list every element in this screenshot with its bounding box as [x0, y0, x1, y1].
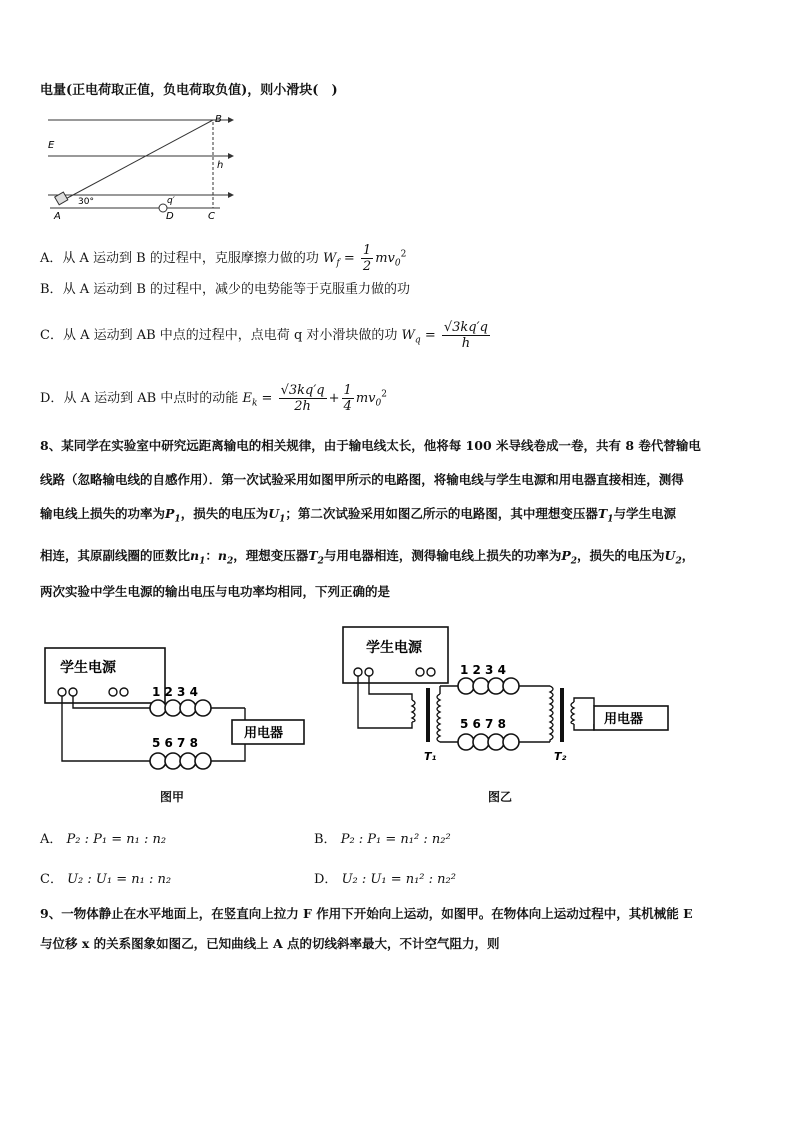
jia-coil-top-labels: 1 2 3 4 — [152, 685, 198, 699]
q9-line2: 与位移 x 的关系图象如图乙，已知曲线上 A 点的切线斜率最大，不计空气阻力，则 — [40, 936, 500, 951]
label-angle: 30° — [78, 197, 94, 207]
q8-line4: 相连，其原副线圈的匝数比$n_1$：$n_2$，理想变压器$T_2$与用电器相连，测得输电线上损失的功率为$P_2$，损失的电压为$U_2$， — [40, 548, 695, 567]
yi-load-label: 用电器 — [604, 712, 644, 727]
yi-t2-label: T₂ — [554, 750, 567, 763]
label-b: B — [215, 114, 222, 125]
q8-figure-jia-caption: 图甲 — [160, 790, 185, 804]
q7-option-a: A．从 A 运动到 B 的过程中，克服摩擦力做的功 $W_f$ = $\frac{1}{2}$ $mv_0^2$ — [40, 243, 407, 274]
yi-coil-top-labels: 1 2 3 4 — [460, 663, 506, 677]
q8-option-b: B． P₂ : P₁ = n₁² : n₂² — [314, 832, 451, 847]
jia-load-label: 用电器 — [244, 726, 284, 741]
q7-figure — [40, 108, 240, 222]
yi-source-label: 学生电源 — [366, 640, 422, 656]
jia-coil-bottom-labels: 5 6 7 8 — [152, 736, 198, 750]
q7-option-c: C．从 A 运动到 AB 中点的过程中，点电荷 q 对小滑块做的功 $W_q$ = $\frac{√3kq'q}{h}$ — [40, 320, 488, 351]
q9-line1: 9、一物体静止在水平地面上，在竖直向上拉力 F 作用下开始向上运动，如图甲。在物体向上运动过程中，其机械能 E — [40, 906, 693, 921]
label-h: h — [217, 160, 224, 171]
q7-option-d: D．从 A 运动到 AB 中点时的动能 $E_k$ = $\frac{√3kq'q}{2h}$ + $\frac{1}{4}$ $mv_0^2$ — [40, 383, 387, 414]
q8-figure-yi — [340, 624, 675, 769]
q7-option-b: B．从 A 运动到 B 的过程中，减少的电势能等于克服重力做的功 — [40, 282, 411, 297]
q8-option-c: C． U₂ : U₁ = n₁ : n₂ — [40, 872, 172, 887]
label-q: q′ — [167, 196, 175, 206]
label-a: A — [54, 211, 61, 222]
q8-figure-jia — [40, 640, 310, 770]
yi-t1-label: T₁ — [424, 750, 437, 763]
q8-figure-yi-caption: 图乙 — [488, 790, 513, 804]
label-e: E — [48, 140, 55, 151]
q8-line2: 线路（忽略输电线的自感作用）．第一次试验采用如图甲所示的电路图，将输电线与学生电源和用电器直接相连，测得 — [40, 472, 684, 487]
q8-line3: 输电线上损失的功率为$P_1$，损失的电压为$U_1$；第二次试验采用如图乙所示的电路图，其中理想变压器$T_1$与学生电源 — [40, 506, 676, 525]
label-c: C — [208, 211, 215, 222]
q8-option-a: A． P₂ : P₁ = n₁ : n₂ — [40, 832, 167, 847]
label-d: D — [166, 211, 174, 222]
q7-intro-tail: 电量(正电荷取正值，负电荷取负值)，则小滑块( ) — [40, 83, 338, 98]
jia-source-label: 学生电源 — [60, 660, 116, 676]
yi-coil-bottom-labels: 5 6 7 8 — [460, 717, 506, 731]
q8-option-d: D． U₂ : U₁ = n₁² : n₂² — [314, 872, 456, 887]
q8-line1: 8、某同学在实验室中研究远距离输电的相关规律，由于输电线太长，他将每 100 米导线卷成一卷，共有 8 卷代替输电 — [40, 438, 701, 453]
q8-line5: 两次实验中学生电源的输出电压与电功率均相同，下列正确的是 — [40, 584, 391, 599]
